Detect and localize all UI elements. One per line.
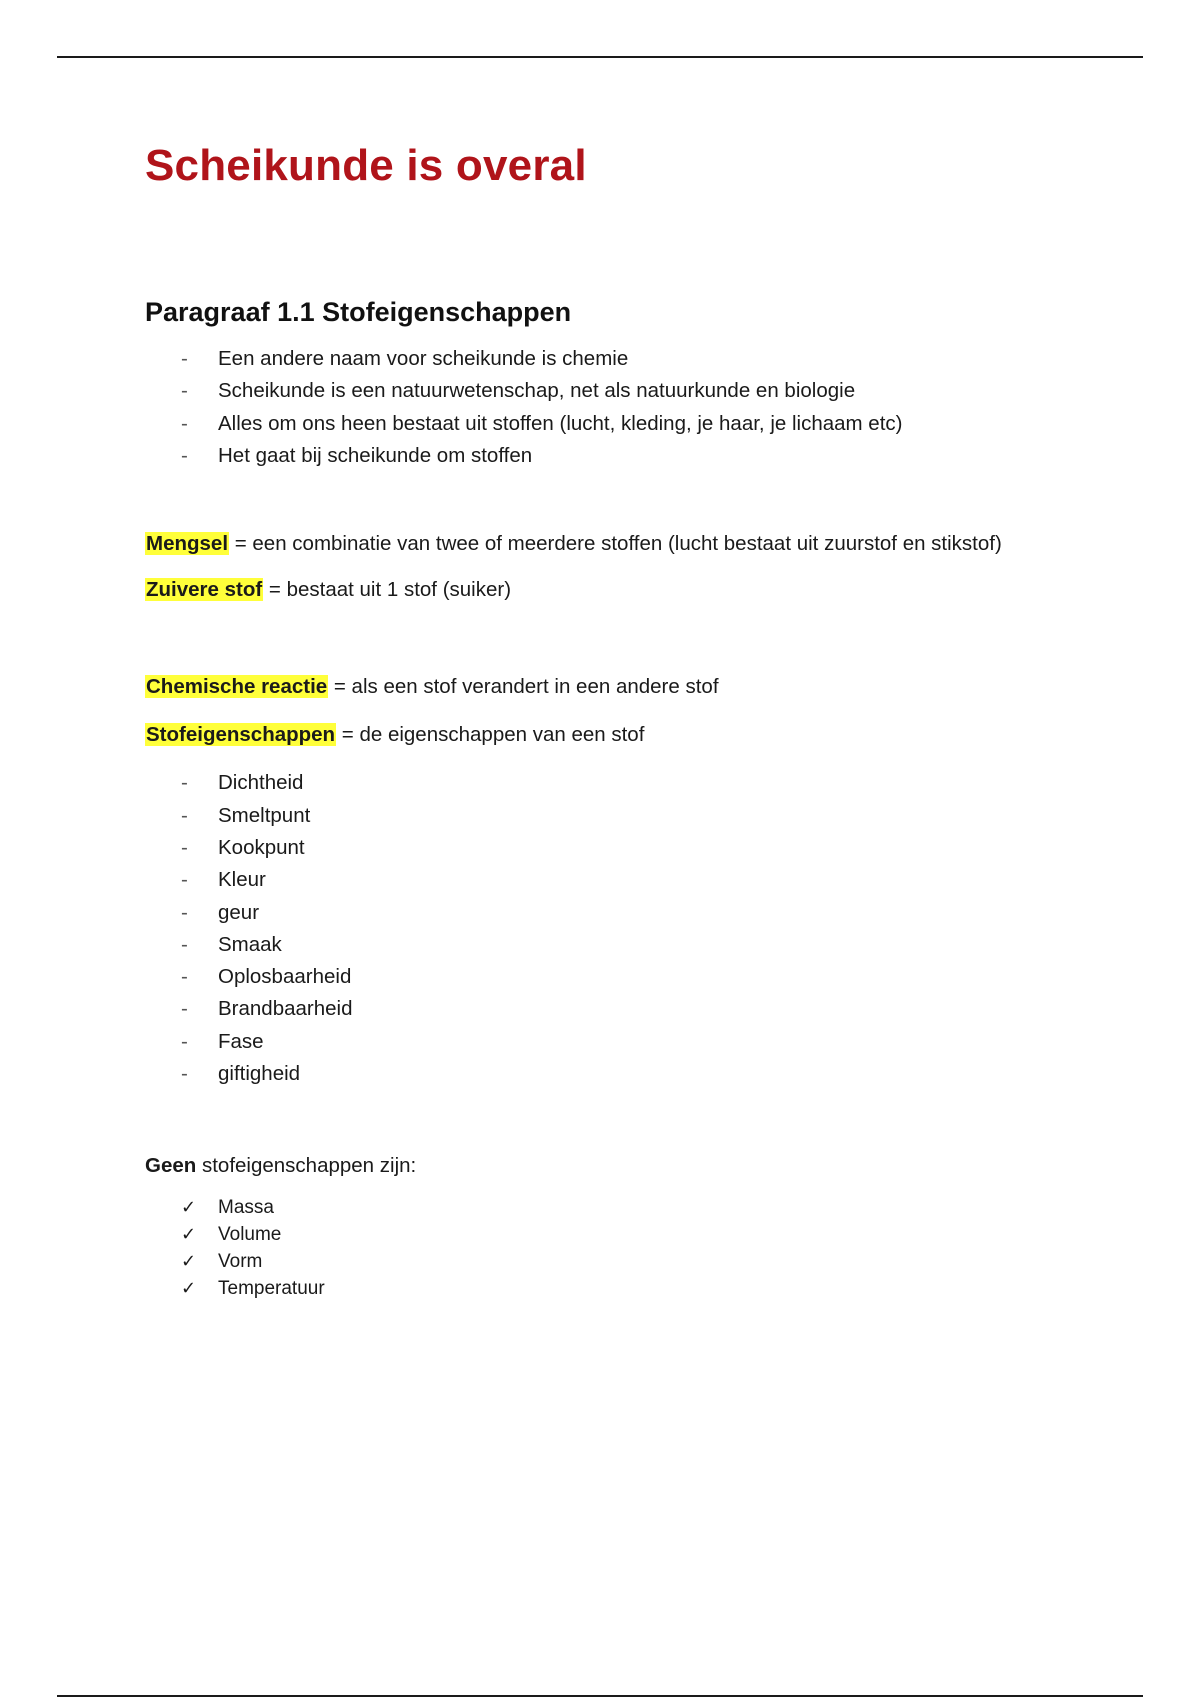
list-item: ✓ Volume: [145, 1221, 1105, 1248]
dash-bullet-icon: -: [181, 835, 188, 859]
list-item: - Smaak: [145, 929, 1105, 961]
dash-bullet-icon: -: [181, 997, 188, 1021]
list-item: - Brandbaarheid: [145, 993, 1105, 1025]
checkmark-icon: ✓: [181, 1197, 197, 1219]
term-highlight: Zuivere stof: [146, 578, 263, 602]
list-item: ✓ Vorm: [145, 1248, 1105, 1275]
dash-bullet-icon: -: [181, 1029, 188, 1053]
definition-zuivere-stof: Zuivere stof = bestaat uit 1 stof (suiker): [146, 578, 512, 602]
non-properties-lead: Geen stofeigenschappen zijn:: [145, 1154, 417, 1178]
term-highlight: Mengsel: [146, 532, 229, 556]
list-item: - Kleur: [145, 864, 1105, 896]
term-highlight: Stofeigenschappen: [146, 723, 336, 747]
list-item: - Dichtheid: [145, 767, 1105, 799]
dash-bullet-icon: -: [181, 771, 188, 795]
list-item: - Kookpunt: [145, 832, 1105, 864]
dash-bullet-icon: -: [181, 932, 188, 956]
definition-stofeigenschappen: Stofeigenschappen = de eigenschappen van een stof: [146, 723, 645, 747]
properties-list: [145, 767, 1105, 1090]
list-item: - Oplosbaarheid: [145, 961, 1105, 993]
section-heading: Paragraaf 1.1 Stofeigenschappen: [145, 296, 572, 327]
term-highlight: Chemische reactie: [146, 675, 328, 699]
page-title: Scheikunde is overal: [145, 141, 587, 190]
document-body: [145, 140, 1105, 1302]
list-item: - Smeltpunt: [145, 800, 1105, 832]
list-item: - Scheikunde is een natuurwetenschap, net als natuurkunde en biologie: [145, 375, 1105, 407]
header-rule: [57, 56, 1143, 58]
dash-bullet-icon: -: [181, 965, 188, 989]
dash-bullet-icon: -: [181, 444, 188, 468]
definition-mengsel: Mengsel = een combinatie van twee of meerdere stoffen (lucht bestaat uit zuurstof en stikstof): [146, 532, 1002, 556]
dash-bullet-icon: -: [181, 868, 188, 892]
list-item: - Fase: [145, 1026, 1105, 1058]
list-item: - geur: [145, 897, 1105, 929]
footer-rule: [57, 1695, 1143, 1697]
checkmark-icon: ✓: [181, 1278, 197, 1300]
list-item: ✓ Temperatuur: [145, 1275, 1105, 1302]
list-item: - Een andere naam voor scheikunde is chemie: [145, 343, 1105, 375]
list-item: ✓ Massa: [145, 1194, 1105, 1221]
checkmark-icon: ✓: [181, 1251, 197, 1273]
non-properties-list: [145, 1194, 1105, 1302]
dash-bullet-icon: -: [181, 347, 188, 371]
definition-chemische-reactie: Chemische reactie = als een stof verandert in een andere stof: [146, 675, 719, 699]
dash-bullet-icon: -: [181, 379, 188, 403]
dash-bullet-icon: -: [181, 411, 188, 435]
list-item: - giftigheid: [145, 1058, 1105, 1090]
definitions-reaction: [145, 671, 1105, 751]
list-item: - Het gaat bij scheikunde om stoffen: [145, 440, 1105, 472]
intro-list: [145, 343, 1105, 472]
checkmark-icon: ✓: [181, 1224, 197, 1246]
dash-bullet-icon: -: [181, 803, 188, 827]
dash-bullet-icon: -: [181, 900, 188, 924]
list-item: - Alles om ons heen bestaat uit stoffen (lucht, kleding, je haar, je lichaam etc): [145, 408, 1105, 440]
definitions-mixture: [145, 528, 1105, 606]
dash-bullet-icon: -: [181, 1062, 188, 1086]
